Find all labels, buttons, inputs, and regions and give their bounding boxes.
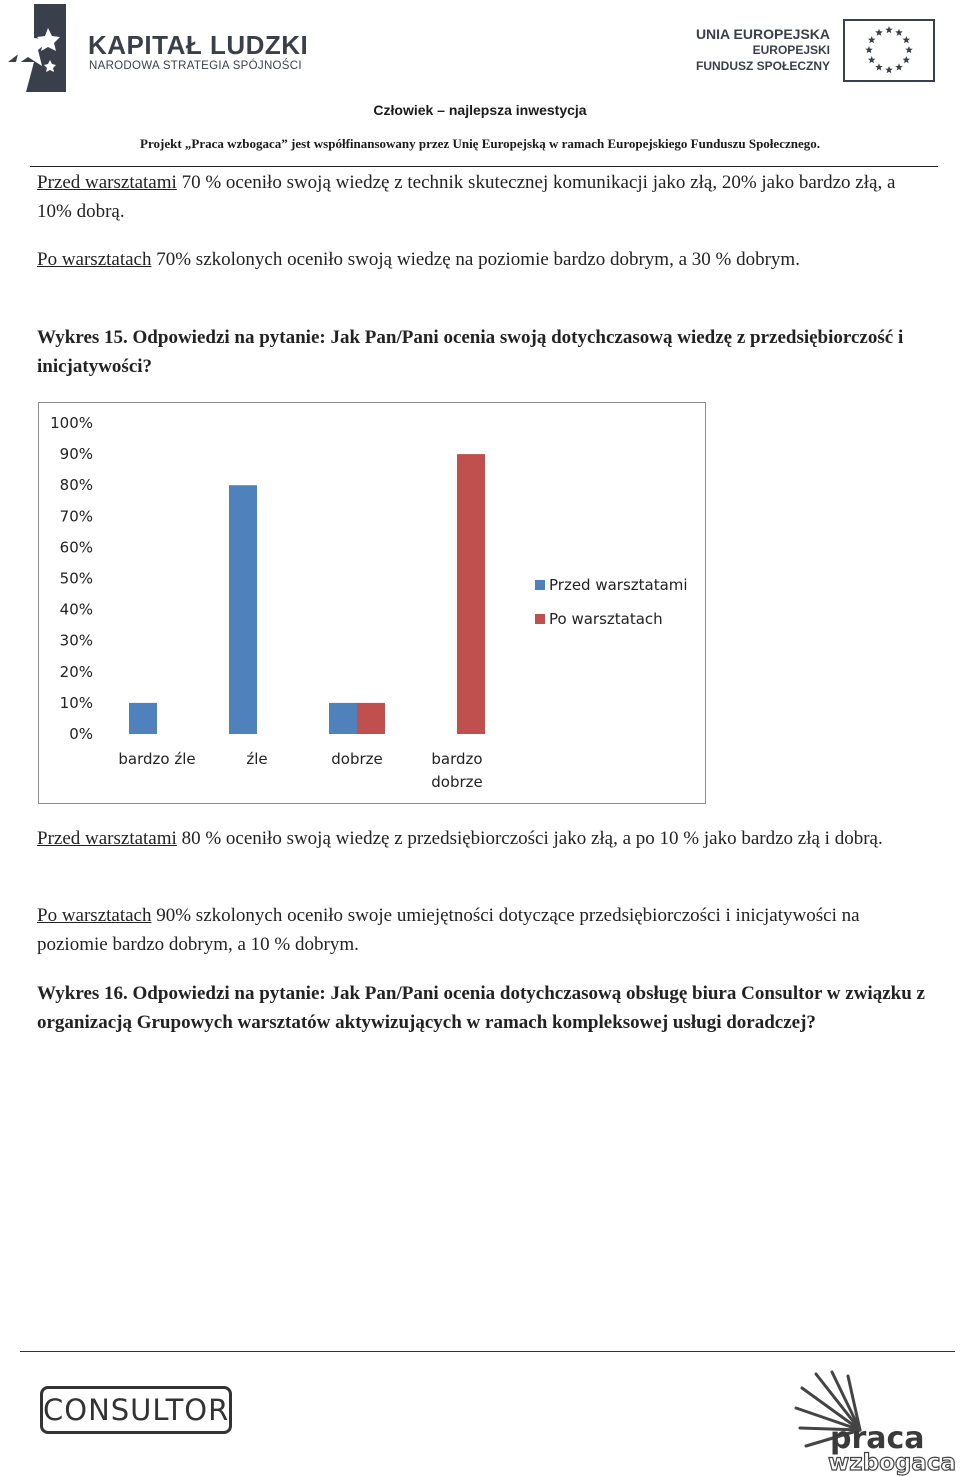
x-tick-label: bardzo źle (118, 750, 196, 768)
wzbogaca-word: wzbogaca (828, 1450, 957, 1476)
label-after-workshops-2: Po warsztatach (37, 905, 152, 926)
eu-line-3: FUNDUSZ SPOŁECZNY (695, 59, 830, 73)
y-tick-label: 70% (59, 507, 93, 526)
label-before-workshops-1: Przed warsztatami (37, 172, 177, 193)
y-tick-label: 90% (59, 445, 93, 464)
kapital-ludzki-subtitle: NARODOWA STRATEGIA SPÓJNOŚCI (89, 60, 302, 72)
project-statement: Projekt „Praca wzbogaca” jest współfinansowany przez Unię Europejską w ramach Europejskiego Funduszu Społecznego. (140, 136, 820, 151)
x-tick-label: źle (246, 750, 268, 768)
y-tick-label: 20% (59, 662, 93, 681)
text-before-workshops-2: 80 % oceniło swoją wiedzę z przedsiębiorczości jako złą, a po 10 % jako bardzo złą i dobrą. (176, 828, 883, 849)
legend-swatch-before (535, 580, 545, 590)
paragraph-after-workshops-1 (37, 245, 932, 274)
y-tick-label: 100% (50, 414, 93, 432)
y-tick-label: 0% (69, 725, 93, 743)
y-tick-label: 80% (59, 476, 93, 495)
header-divider (30, 166, 938, 167)
motto: Człowiek – najlepsza inwestycja (373, 102, 587, 118)
y-tick-label: 30% (59, 631, 93, 650)
bar-after-4 (457, 454, 485, 734)
x-tick-label: dobrze (331, 750, 383, 768)
x-tick-label: dobrze (431, 773, 483, 791)
bar-before-1 (129, 703, 157, 734)
y-tick-label: 60% (59, 538, 93, 557)
footer-divider (20, 1351, 955, 1352)
praca-word: praca (830, 1421, 925, 1456)
bar-before-3 (329, 703, 357, 734)
bar-after-3 (357, 703, 385, 734)
paragraph-after-workshops-2 (37, 901, 932, 959)
label-after-workshops-1: Po warsztatach (37, 249, 152, 270)
eu-line-1: UNIA EUROPEJSKA (695, 26, 830, 42)
eu-flag-icon (843, 19, 935, 82)
text-after-workshops-2: 90% szkolonych oceniło swoje umiejętności dotyczące przedsiębiorczości i inicjatywości na poziomie bardzo dobrym, a 10 % dobrym. (37, 905, 860, 955)
y-tick-label: 10% (59, 693, 93, 712)
chart-15-heading: Wykres 15. Odpowiedzi na pytanie: Jak Pan/Pani ocenia swoją dotychczasową wiedzę z przedsiębiorczość i inicjatywości? (37, 327, 904, 377)
eu-line-2: EUROPEJSKI (752, 43, 830, 57)
paragraph-before-workshops-2 (37, 824, 932, 853)
chart-15 (38, 402, 706, 804)
x-tick-label: bardzo (431, 750, 483, 768)
paragraph-before-workshops-1 (37, 168, 932, 226)
consultor-logo: CONSULTOR (40, 1386, 232, 1434)
text-before-workshops-1: 70 % oceniło swoją wiedzę z technik skutecznej komunikacji jako złą, 20% jako bardzo złą, a 10% dobrą. (37, 172, 896, 222)
kapital-ludzki-title: KAPITAŁ LUDZKI (88, 30, 309, 60)
praca-wzbogaca-logo (790, 1370, 960, 1476)
bar-before-2 (229, 485, 257, 734)
chart-16-heading: Wykres 16. Odpowiedzi na pytanie: Jak Pan/Pani ocenia dotychczasową obsługę biura Consultor w związku z organizacją Grupowych warsztatów aktywizujących w ramach kompleksowej usługi doradczej? (37, 983, 925, 1033)
legend-swatch-after (535, 614, 545, 624)
legend-label-before: Przed warsztatami (549, 576, 688, 594)
label-before-workshops-2: Przed warsztatami (37, 828, 177, 849)
y-tick-label: 50% (59, 569, 93, 588)
y-tick-label: 40% (59, 600, 93, 619)
legend-label-after: Po warsztatach (549, 610, 663, 628)
text-after-workshops-1: 70% szkolonych oceniło swoją wiedzę na poziomie bardzo dobrym, a 30 % dobrym. (151, 249, 800, 270)
eu-logo-text (696, 26, 830, 74)
chart-15-svg (39, 403, 705, 803)
